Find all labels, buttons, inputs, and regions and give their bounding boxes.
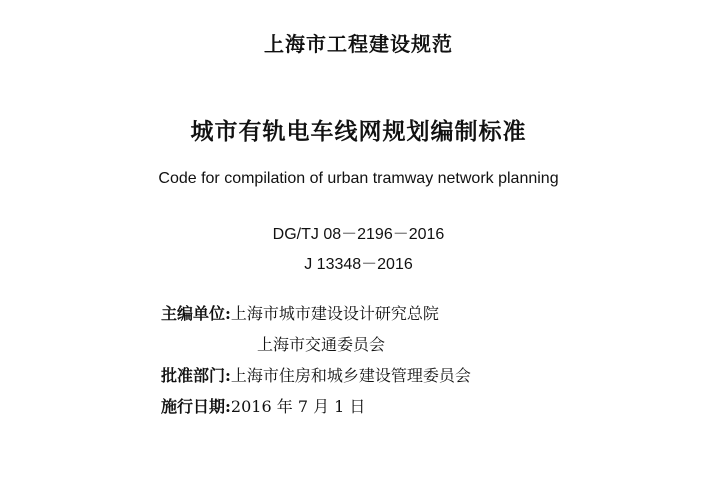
chinese-title: 城市有轨电车线网规划编制标准 [190,119,527,145]
editor-unit-2: 上海市交通委员会 [257,335,386,354]
editor-label: 主编单位: [161,304,231,323]
english-title: Code for compilation of urban tramway network planning [158,170,559,187]
effective-date-row [161,394,365,417]
effective-date: 2016 年 7 月 1 日 [230,397,366,416]
approver-row [161,363,471,386]
standard-series-label: 上海市工程建设规范 [264,32,453,56]
editor-row [161,301,439,324]
editor-row-2 [257,332,385,355]
standard-code-dg: DG/TJ 08－2196－2016 [272,226,445,243]
approver-unit: 上海市住房和城乡建设管理委员会 [230,366,471,385]
effective-date-label: 施行日期: [161,397,231,416]
editor-unit-1: 上海市城市建设设计研究总院 [230,304,439,323]
standard-code-j: J 13348－2016 [304,256,413,273]
approver-label: 批准部门: [161,366,231,385]
